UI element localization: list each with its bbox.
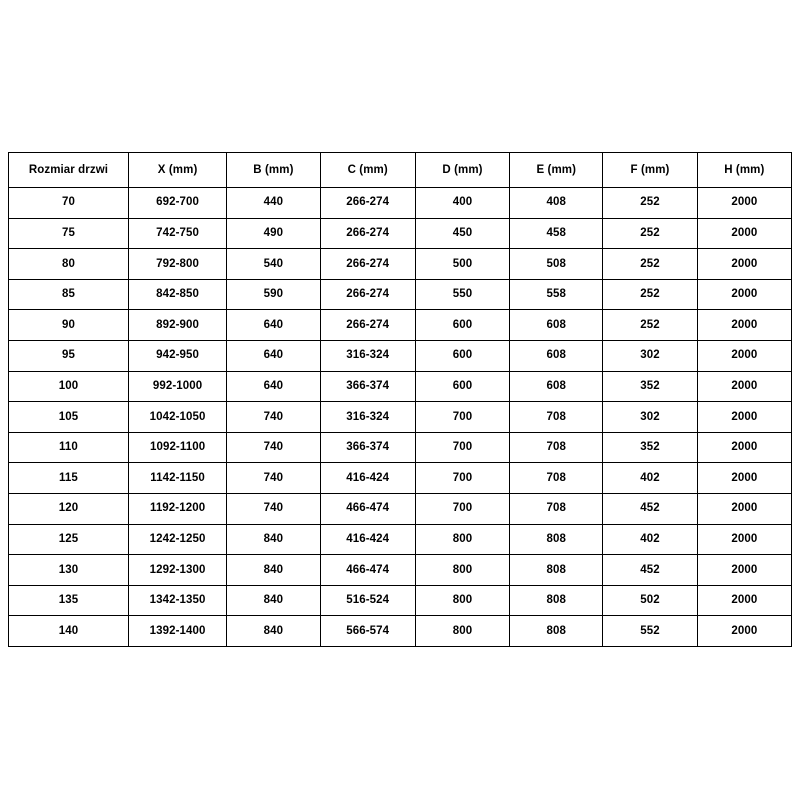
- cell-b: 840: [227, 555, 320, 586]
- column-header-b: B (mm): [227, 153, 320, 188]
- cell-c: 466-474: [320, 493, 415, 524]
- cell-e: 608: [510, 340, 603, 371]
- column-header-h: H (mm): [697, 153, 791, 188]
- cell-c: 366-374: [320, 432, 415, 463]
- table-row: [9, 524, 792, 555]
- cell-h: 2000: [697, 616, 791, 647]
- table-row: [9, 371, 792, 402]
- table-row: [9, 402, 792, 433]
- column-header-d: D (mm): [415, 153, 509, 188]
- cell-f: 352: [603, 432, 697, 463]
- cell-h: 2000: [697, 340, 791, 371]
- table-row: [9, 188, 792, 219]
- column-header-door-size: Rozmiar drzwi: [9, 153, 129, 188]
- cell-c: 416-424: [320, 463, 415, 494]
- cell-d: 800: [415, 555, 509, 586]
- table-header: [9, 153, 792, 188]
- table-row: [9, 555, 792, 586]
- table-row: [9, 218, 792, 249]
- cell-e: 708: [510, 402, 603, 433]
- cell-x: 842-850: [128, 279, 226, 310]
- cell-h: 2000: [697, 218, 791, 249]
- cell-e: 458: [510, 218, 603, 249]
- cell-door-size: 130: [9, 555, 129, 586]
- cell-door-size: 125: [9, 524, 129, 555]
- cell-d: 700: [415, 463, 509, 494]
- cell-e: 708: [510, 493, 603, 524]
- cell-b: 740: [227, 402, 320, 433]
- cell-door-size: 100: [9, 371, 129, 402]
- cell-d: 600: [415, 371, 509, 402]
- table-row: [9, 249, 792, 280]
- cell-x: 892-900: [128, 310, 226, 341]
- cell-f: 452: [603, 555, 697, 586]
- cell-h: 2000: [697, 371, 791, 402]
- cell-b: 840: [227, 585, 320, 616]
- cell-c: 516-524: [320, 585, 415, 616]
- dimensions-table: [8, 152, 792, 647]
- column-header-x: X (mm): [128, 153, 226, 188]
- cell-h: 2000: [697, 310, 791, 341]
- cell-e: 608: [510, 371, 603, 402]
- cell-b: 440: [227, 188, 320, 219]
- table-row: [9, 340, 792, 371]
- cell-c: 466-474: [320, 555, 415, 586]
- cell-c: 316-324: [320, 340, 415, 371]
- cell-door-size: 95: [9, 340, 129, 371]
- cell-d: 450: [415, 218, 509, 249]
- cell-b: 540: [227, 249, 320, 280]
- cell-c: 366-374: [320, 371, 415, 402]
- cell-e: 708: [510, 463, 603, 494]
- cell-e: 808: [510, 524, 603, 555]
- cell-b: 740: [227, 432, 320, 463]
- cell-x: 1392-1400: [128, 616, 226, 647]
- column-header-e: E (mm): [510, 153, 603, 188]
- cell-c: 266-274: [320, 279, 415, 310]
- cell-door-size: 115: [9, 463, 129, 494]
- cell-h: 2000: [697, 402, 791, 433]
- cell-c: 266-274: [320, 310, 415, 341]
- table-row: [9, 493, 792, 524]
- cell-c: 266-274: [320, 218, 415, 249]
- cell-h: 2000: [697, 279, 791, 310]
- cell-d: 400: [415, 188, 509, 219]
- cell-h: 2000: [697, 524, 791, 555]
- table-row: [9, 432, 792, 463]
- cell-door-size: 140: [9, 616, 129, 647]
- cell-b: 840: [227, 616, 320, 647]
- table-row: [9, 585, 792, 616]
- cell-b: 590: [227, 279, 320, 310]
- cell-h: 2000: [697, 249, 791, 280]
- table-header-row: [9, 153, 792, 188]
- cell-c: 266-274: [320, 188, 415, 219]
- cell-f: 402: [603, 463, 697, 494]
- cell-d: 800: [415, 585, 509, 616]
- table-row: [9, 616, 792, 647]
- table-row: [9, 279, 792, 310]
- cell-x: 1092-1100: [128, 432, 226, 463]
- cell-e: 708: [510, 432, 603, 463]
- cell-h: 2000: [697, 463, 791, 494]
- dimensions-table-container: [8, 152, 792, 647]
- cell-h: 2000: [697, 188, 791, 219]
- cell-f: 352: [603, 371, 697, 402]
- cell-door-size: 135: [9, 585, 129, 616]
- cell-f: 302: [603, 402, 697, 433]
- cell-f: 252: [603, 188, 697, 219]
- table-row: [9, 463, 792, 494]
- cell-f: 252: [603, 218, 697, 249]
- cell-d: 700: [415, 402, 509, 433]
- cell-door-size: 85: [9, 279, 129, 310]
- cell-x: 992-1000: [128, 371, 226, 402]
- cell-e: 808: [510, 585, 603, 616]
- cell-e: 608: [510, 310, 603, 341]
- cell-x: 1042-1050: [128, 402, 226, 433]
- cell-f: 452: [603, 493, 697, 524]
- cell-d: 800: [415, 616, 509, 647]
- table-body: [9, 188, 792, 647]
- cell-d: 550: [415, 279, 509, 310]
- cell-b: 490: [227, 218, 320, 249]
- table-row: [9, 310, 792, 341]
- cell-door-size: 80: [9, 249, 129, 280]
- cell-d: 700: [415, 432, 509, 463]
- cell-d: 600: [415, 340, 509, 371]
- column-header-f: F (mm): [603, 153, 697, 188]
- cell-c: 566-574: [320, 616, 415, 647]
- cell-door-size: 120: [9, 493, 129, 524]
- cell-e: 408: [510, 188, 603, 219]
- cell-e: 808: [510, 616, 603, 647]
- cell-c: 416-424: [320, 524, 415, 555]
- cell-x: 1192-1200: [128, 493, 226, 524]
- cell-door-size: 75: [9, 218, 129, 249]
- cell-x: 1142-1150: [128, 463, 226, 494]
- cell-e: 508: [510, 249, 603, 280]
- cell-f: 402: [603, 524, 697, 555]
- cell-x: 1292-1300: [128, 555, 226, 586]
- cell-d: 700: [415, 493, 509, 524]
- cell-d: 800: [415, 524, 509, 555]
- cell-c: 266-274: [320, 249, 415, 280]
- cell-b: 640: [227, 310, 320, 341]
- cell-h: 2000: [697, 585, 791, 616]
- cell-b: 640: [227, 371, 320, 402]
- cell-f: 252: [603, 279, 697, 310]
- column-header-c: C (mm): [320, 153, 415, 188]
- cell-door-size: 110: [9, 432, 129, 463]
- cell-door-size: 90: [9, 310, 129, 341]
- cell-f: 552: [603, 616, 697, 647]
- cell-d: 500: [415, 249, 509, 280]
- cell-door-size: 105: [9, 402, 129, 433]
- cell-f: 252: [603, 310, 697, 341]
- cell-b: 640: [227, 340, 320, 371]
- cell-b: 840: [227, 524, 320, 555]
- cell-d: 600: [415, 310, 509, 341]
- cell-h: 2000: [697, 493, 791, 524]
- cell-e: 808: [510, 555, 603, 586]
- cell-x: 742-750: [128, 218, 226, 249]
- cell-f: 502: [603, 585, 697, 616]
- cell-door-size: 70: [9, 188, 129, 219]
- cell-f: 302: [603, 340, 697, 371]
- cell-x: 1342-1350: [128, 585, 226, 616]
- cell-x: 692-700: [128, 188, 226, 219]
- cell-b: 740: [227, 463, 320, 494]
- cell-x: 1242-1250: [128, 524, 226, 555]
- cell-f: 252: [603, 249, 697, 280]
- cell-h: 2000: [697, 555, 791, 586]
- cell-e: 558: [510, 279, 603, 310]
- cell-x: 792-800: [128, 249, 226, 280]
- cell-x: 942-950: [128, 340, 226, 371]
- cell-b: 740: [227, 493, 320, 524]
- cell-c: 316-324: [320, 402, 415, 433]
- cell-h: 2000: [697, 432, 791, 463]
